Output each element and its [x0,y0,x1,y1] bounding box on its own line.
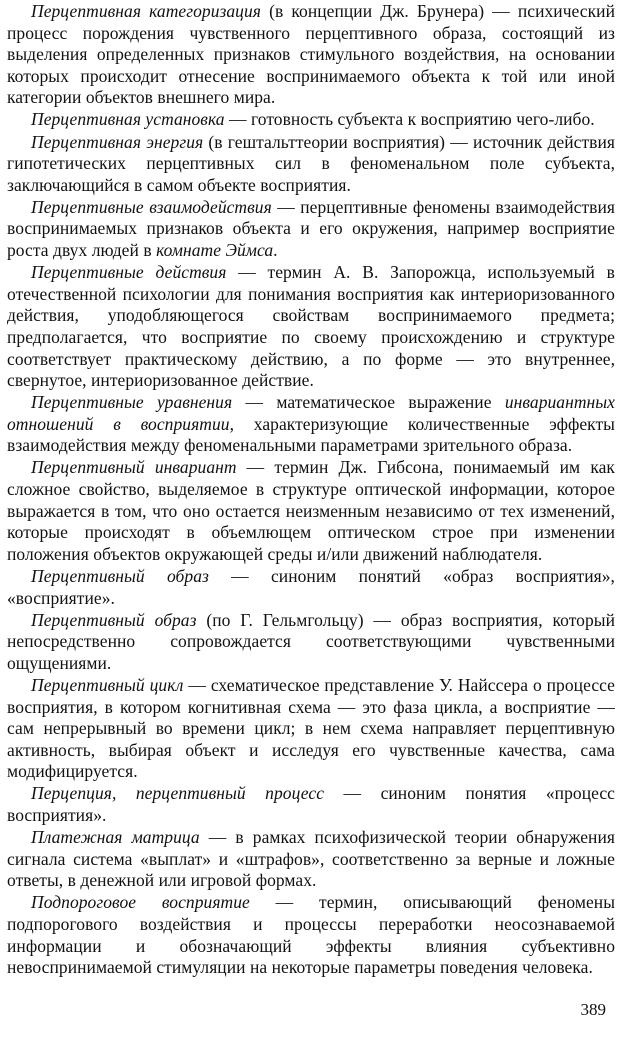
entry-perceptual-image [7,566,615,609]
entry-term: Платежная матрица [31,827,200,848]
entry-definition: — термин А. В. Запорожца, используемый в отечественной психологии для понимания восприятия как интериоризованного действия, уподобляющегося свойствам воспринимаемого предмета; предполагается, что восприятие по своему происхождению и структуре соответствует практическому действию, а по форме — это внутреннее, свернутое, интериоризованное действие. [7,262,615,391]
entry-definition: — синоним понятий «образ восприятия», «восприятие». [7,565,615,608]
entry-definition-end: . [273,240,278,261]
entry-term: Перцептивный инвариант [31,457,237,478]
entry-term: Перцептивный образ [31,565,209,586]
entry-definition: (в концепции Дж. Брунера) — психический процесс порождения чувственного перцептивного образа, состоящий из выделения определенных признаков стимульного воздействия, на основании которых происходит отнесение воспринимаемого объекта к той или иной категории объектов внешнего мира. [7,1,616,108]
entry-definition: — термин Дж. Гибсона, понимаемый им как сложное свойство, выделяемое в структуре оптической информации, которое выражается в том, что оно остается неизменным независимо от тех изменений, которые происходят в объемлющем оптическом строе при изменении положения объектов окружающей среды и/или движений наблюдателя. [7,457,615,564]
entry-perceptual-set [7,109,615,131]
entry-term: Перцептивная энергия [31,131,204,152]
entry-payoff-matrix [7,827,615,892]
entry-term: Перцептивные действия [31,262,227,283]
entry-term: Перцепция, перцептивный процесс [31,783,325,804]
entry-subliminal-perception [7,892,615,978]
entry-cross-reference: комнате Эймса [156,240,274,261]
entry-definition: — перцептивные феномены взаимодействия воспринимаемых признаков объекта и его окружения, например восприятие роста двух людей в [7,196,615,261]
entry-perceptual-energy [7,132,615,197]
entry-term: Перцептивная установка [31,109,225,130]
entry-perceptual-cycle [7,675,615,783]
entry-definition-end: , характеризующие количественные эффекты взаимодействия между феноменальными параметрами зрительного образа. [7,413,615,456]
entry-cross-reference: инвариантных отношений в восприятии [7,392,615,434]
entry-term: Перцептивная категоризация [31,1,261,21]
entry-definition: — математическое выражение [232,392,505,413]
entry-definition: — термин, описывающий феномены подпорогового воздействия и процессы переработки неосознаваемой информации и обозначающий эффекты влияния субъективно невоспринимаемой стимуляции на некоторые параметры поведения человека. [7,892,615,978]
entry-perceptual-image-helmholtz [7,610,615,675]
page-number: 389 [580,1000,606,1019]
entry-definition: (по Г. Гельмгольцу) — образ восприятия, который непосредственно сопровождается соответствующими чувственными ощущениями. [7,609,615,673]
entry-term: Перцептивные уравнения [31,392,233,413]
entry-term: Перцептивные взаимодействия [31,196,272,217]
entry-term: Перцептивный цикл [31,674,184,695]
entry-definition: — синоним понятия «процесс восприятия». [7,783,615,825]
dictionary-page [7,1,615,979]
entry-perceptual-actions [7,262,615,392]
entry-perception [7,783,615,826]
entry-perceptual-invariant [7,457,615,565]
entry-perceptual-interactions [7,197,615,262]
entry-perceptual-equations [7,392,615,457]
entry-definition: — в рамках психофизической теории обнаружения сигнала система «выплат» и «штрафов», соответственно за верные и ложные ответы, в денежной или игровой формах. [7,827,615,891]
entry-definition: — готовность субъекта к восприятию чего-либо. [224,109,595,130]
entry-perceptual-categorization [7,1,615,109]
entry-definition: — схематическое представление У. Найссера о процессе восприятия, в котором когнитивная схема — это фаза цикла, а восприятие — сам непрерывный во времени цикл; в нем схема направляет перцептивную активность, выбирая объект и исследуя его чувственные качества, сама модифицируется. [7,674,615,782]
entry-term: Подпороговое восприятие [31,892,250,913]
entry-term: Перцептивный образ [31,609,197,630]
entry-definition: (в гештальттеории восприятия) — источник действия гипотетических перцептивных сил в феноменальном поле субъекта, заключающийся в самом объекте восприятия. [7,131,615,195]
